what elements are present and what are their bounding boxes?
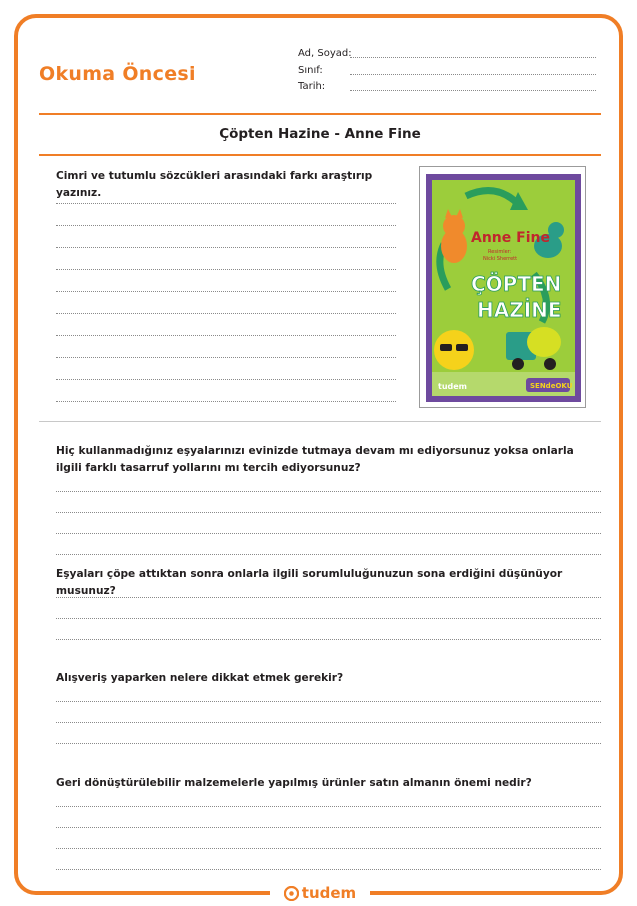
answer-line[interactable] bbox=[56, 618, 601, 619]
truck-mixer bbox=[527, 327, 561, 357]
truck-wheel bbox=[512, 358, 524, 370]
answer-line[interactable] bbox=[56, 379, 396, 380]
answer-line[interactable] bbox=[56, 554, 601, 555]
tudem-logo-icon bbox=[284, 886, 299, 901]
class-field[interactable] bbox=[298, 65, 596, 82]
cover-title-1: ÇÖPTEN bbox=[471, 272, 562, 296]
date-field-label: Tarih: bbox=[298, 81, 326, 92]
question-4: Alışveriş yaparken nelere dikkat etmek gerekir? bbox=[56, 672, 344, 684]
cat-head bbox=[443, 215, 465, 237]
cover-publisher: tudem bbox=[438, 382, 468, 391]
page-title: Okuma Öncesi bbox=[39, 63, 196, 85]
answer-line[interactable] bbox=[56, 869, 601, 870]
question-3: Eşyaları çöpe attıktan sonra onlarla ilgili sorumluluğunuzun sona erdiğini düşünüyor musunuz? bbox=[56, 568, 563, 597]
question-5: Geri dönüştürülebilir malzemelerle yapılmış ürünler satın almanın önemi nedir? bbox=[56, 777, 532, 789]
question-1: Cimri ve tutumlu sözcükleri arasındaki farkı araştırıp yazınız. bbox=[56, 170, 373, 199]
answer-line[interactable] bbox=[56, 806, 601, 807]
header-divider-top bbox=[39, 113, 601, 115]
book-title: Çöpten Hazine - Anne Fine bbox=[219, 126, 421, 142]
answer-line[interactable] bbox=[56, 291, 396, 292]
section-divider-1 bbox=[39, 421, 601, 422]
answer-line[interactable] bbox=[56, 335, 396, 336]
answer-line[interactable] bbox=[56, 533, 601, 534]
name-field-line[interactable] bbox=[350, 57, 596, 58]
name-field-label: Ad, Soyad: bbox=[298, 48, 352, 59]
book-cover-illustration bbox=[426, 174, 581, 402]
answer-line[interactable] bbox=[56, 269, 396, 270]
footer-logo-text: tudem bbox=[301, 884, 357, 902]
answer-line[interactable] bbox=[56, 247, 396, 248]
date-field-line[interactable] bbox=[350, 90, 596, 91]
answer-line[interactable] bbox=[56, 722, 601, 723]
sun-illustration bbox=[434, 330, 474, 370]
class-field-line[interactable] bbox=[350, 74, 596, 75]
class-field-label: Sınıf: bbox=[298, 64, 323, 76]
header-divider-bottom bbox=[39, 154, 601, 156]
student-info-fields bbox=[298, 48, 596, 98]
answer-line[interactable] bbox=[56, 512, 601, 513]
dragon-head bbox=[548, 222, 564, 238]
book-cover bbox=[419, 166, 586, 408]
cover-credit-2: Nicki Sherrett bbox=[483, 256, 518, 262]
answer-line[interactable] bbox=[56, 639, 601, 640]
answer-line[interactable] bbox=[56, 225, 396, 226]
question-2: Hiç kullanmadığınız eşyalarınızı evinizde tutmaya devam mı ediyorsunuz yoksa onlarla ilgili farklı tasarruf yollarını mı tercih ediyorsunuz? bbox=[56, 445, 574, 474]
name-field[interactable] bbox=[298, 48, 596, 65]
truck-wheel-2 bbox=[544, 358, 556, 370]
answer-line[interactable] bbox=[56, 827, 601, 828]
date-field[interactable] bbox=[298, 81, 596, 98]
sunglasses-lens-2 bbox=[456, 344, 468, 351]
answer-line[interactable] bbox=[56, 203, 396, 204]
footer-logo bbox=[270, 882, 370, 904]
answer-line[interactable] bbox=[56, 357, 396, 358]
cover-credit-1: Resimler: bbox=[488, 249, 512, 255]
cover-author: Anne Fine bbox=[471, 230, 550, 246]
answer-line[interactable] bbox=[56, 491, 601, 492]
answer-line[interactable] bbox=[56, 848, 601, 849]
sunglasses-lens bbox=[440, 344, 452, 351]
answer-line[interactable] bbox=[56, 743, 601, 744]
cover-title-2: HAZİNE bbox=[477, 298, 562, 322]
answer-line[interactable] bbox=[56, 701, 601, 702]
answer-line[interactable] bbox=[56, 597, 601, 598]
answer-line[interactable] bbox=[56, 401, 396, 402]
answer-line[interactable] bbox=[56, 313, 396, 314]
cover-series: SENdeOKU bbox=[530, 382, 573, 390]
